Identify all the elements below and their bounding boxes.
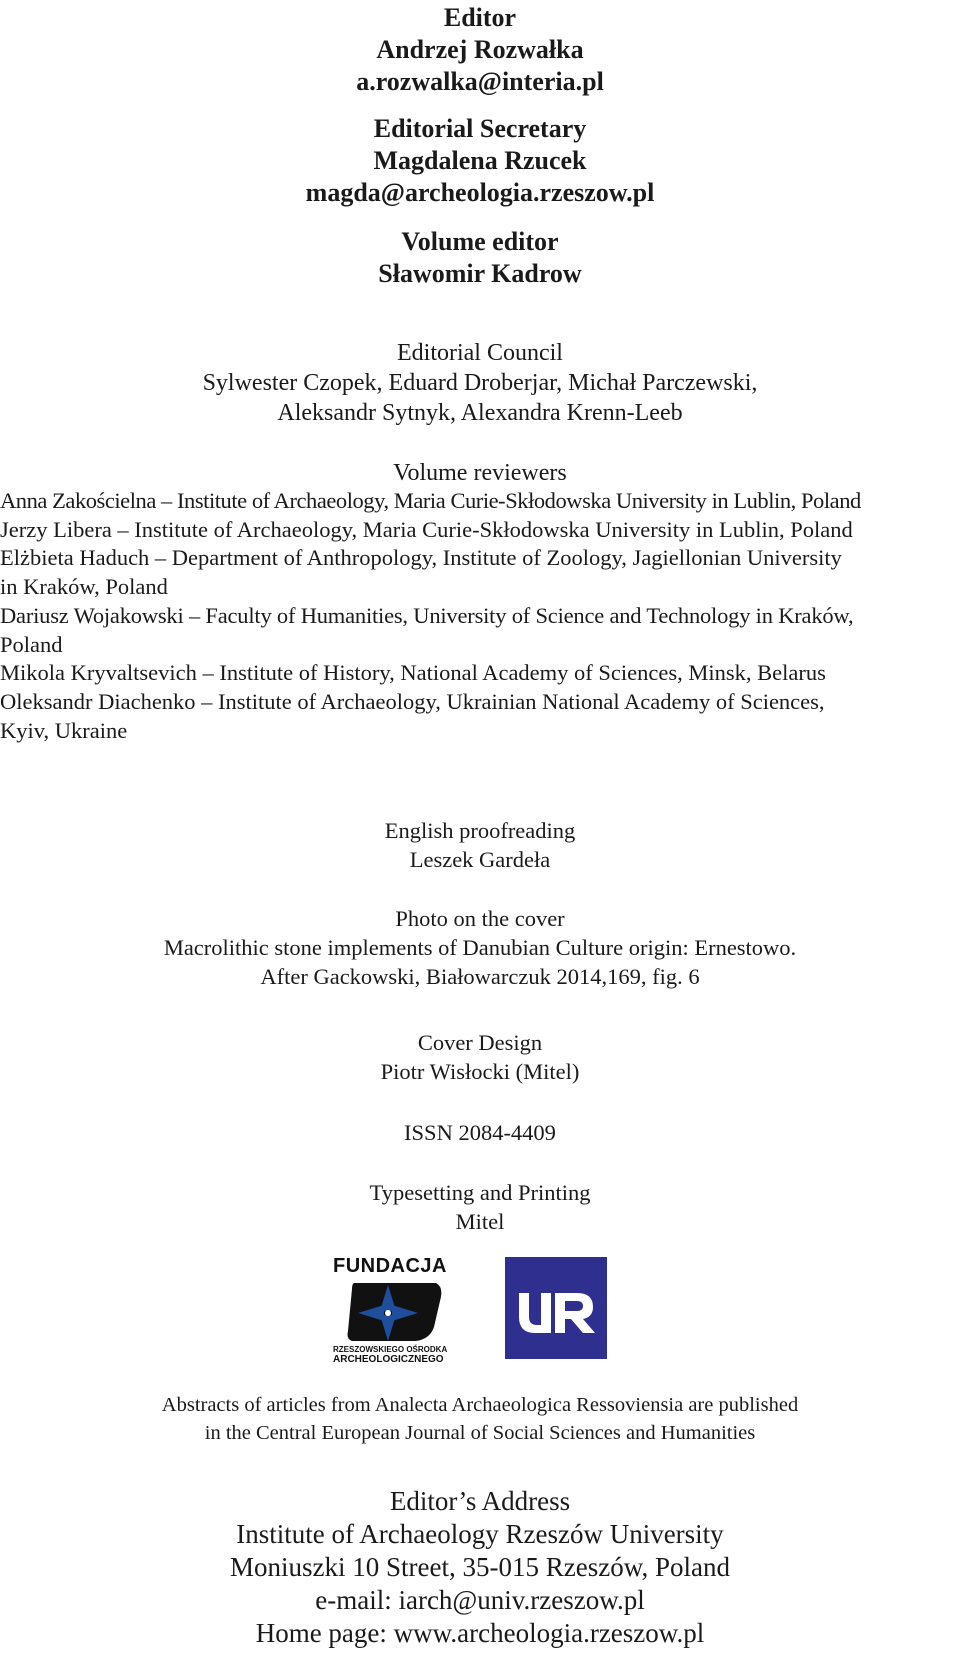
printing-name: Mitel (455, 1209, 505, 1234)
ur-logo-graphic (505, 1257, 607, 1359)
reviewer-line: in Kraków, Poland (0, 574, 168, 600)
council-heading: Editorial Council (397, 340, 563, 366)
reviewer-line: Anna Zakościelna – Institute of Archaeology, Maria Curie-Skłodowska University in Lublin, Poland (0, 488, 861, 513)
reviewers-heading: Volume reviewers (393, 460, 567, 486)
volume-editor-block (0, 226, 960, 290)
cover-design-name: Piotr Wisłocki (Mitel) (380, 1059, 580, 1084)
address-heading: Editor’s Address (389, 1486, 571, 1516)
issn: ISSN 2084-4409 (404, 1120, 556, 1145)
secretary-heading: Editorial Secretary (373, 114, 587, 143)
editor-name: Andrzej Rozwałka (376, 35, 584, 64)
editor-heading: Editor (443, 3, 517, 32)
volume-editor-name: Sławomir Kadrow (378, 259, 582, 288)
reviewer-line: Elżbieta Haduch – Department of Anthropology, Institute of Zoology, Jagiellonian University (0, 545, 842, 571)
ur-logo (505, 1257, 607, 1359)
address-homepage: Home page: www.archeologia.rzeszow.pl (255, 1618, 705, 1648)
cover-photo-block (0, 904, 960, 991)
proofreading-heading: English proofreading (384, 818, 576, 843)
fundacja-logo-sub-1: RZESZOWSKIEGO OŚRODKA (333, 1345, 448, 1354)
fundacja-logo-graphic (332, 1253, 470, 1363)
editor-email: a.rozwalka@interia.pl (356, 67, 604, 96)
reviewers-list (0, 487, 960, 745)
cover-design-block (0, 1028, 960, 1086)
cover-photo-line-1: Macrolithic stone implements of Danubian Culture origin: Ernestowo. (163, 935, 797, 960)
secretary-email: magda@archeologia.rzeszow.pl (305, 178, 655, 207)
cover-photo-line-2: After Gackowski, Białowarczuk 2014,169, fig. 6 (260, 964, 700, 989)
reviewer-line: Poland (0, 631, 63, 657)
reviewer-line: Kyiv, Ukraine (0, 717, 128, 743)
council-block (0, 338, 960, 428)
volume-editor-heading: Volume editor (401, 227, 559, 256)
printing-heading: Typesetting and Printing (369, 1180, 591, 1205)
fundacja-logo (332, 1253, 470, 1363)
address-line-2: Moniuszki 10 Street, 35-015 Rzeszów, Poland (230, 1552, 730, 1582)
secretary-block (0, 113, 960, 209)
abstracts-line-1: Abstracts of articles from Analecta Archaeologica Ressoviensia are published (161, 1394, 799, 1416)
secretary-name: Magdalena Rzucek (373, 146, 587, 175)
cover-design-heading: Cover Design (417, 1030, 543, 1055)
proofreading-block (0, 816, 960, 874)
fundacja-logo-title: FUNDACJA (333, 1255, 447, 1277)
reviewer-line: Oleksandr Diachenko – Institute of Archaeology, Ukrainian National Academy of Sciences, (0, 688, 825, 714)
editor-block (0, 2, 960, 98)
proofreading-name: Leszek Gardeła (409, 847, 551, 872)
cover-photo-heading: Photo on the cover (395, 906, 565, 931)
abstracts-line-2: in the Central European Journal of Social Sciences and Humanities (204, 1421, 756, 1444)
council-line-2: Aleksandr Sytnyk, Alexandra Krenn-Leeb (277, 400, 683, 426)
reviewer-line: Jerzy Libera – Institute of Archaeology, Maria Curie-Skłodowska University in Lublin, Poland (0, 516, 853, 542)
address-block (0, 1485, 960, 1650)
abstracts-block (0, 1392, 960, 1447)
council-line-1: Sylwester Czopek, Eduard Droberjar, Michał Parczewski, (202, 370, 758, 396)
address-email: e-mail: iarch@univ.rzeszow.pl (315, 1585, 645, 1615)
reviewer-line: Mikola Kryvaltsevich – Institute of History, National Academy of Sciences, Minsk, Belarus (0, 660, 826, 686)
fundacja-logo-sub-2: ARCHEOLOGICZNEGO (333, 1354, 444, 1363)
address-line-1: Institute of Archaeology Rzeszów University (236, 1519, 724, 1549)
reviewer-line: Dariusz Wojakowski – Faculty of Humanities, University of Science and Technology in Kraków, (0, 602, 854, 628)
printing-block (0, 1178, 960, 1236)
